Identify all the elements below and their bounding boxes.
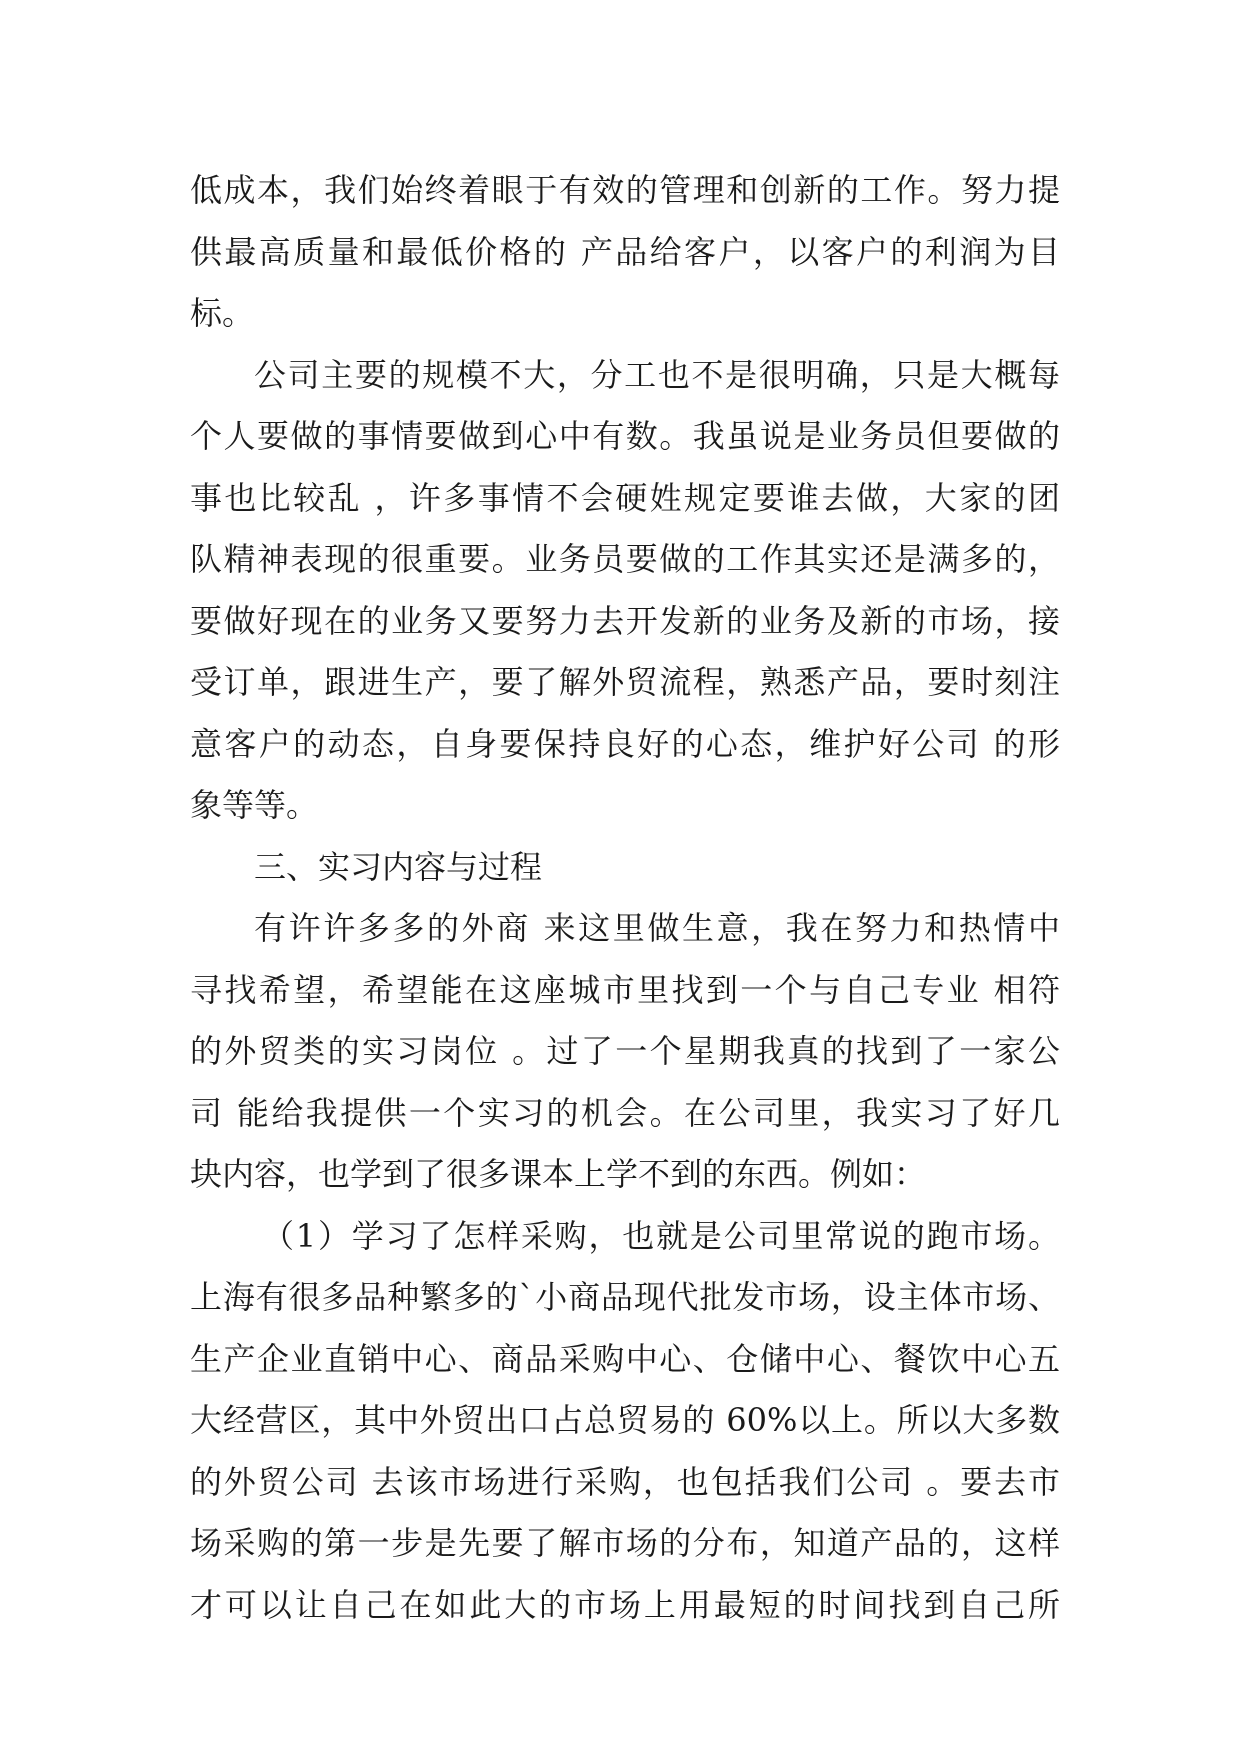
text-line: 公司主要的规模不大，分工也不是很明确，只是大概每 bbox=[254, 355, 1060, 394]
paragraph-purchasing bbox=[190, 1206, 1060, 1637]
text-line: 才可以让自己在如此大的市场上用最短的时间找到自己所 bbox=[190, 1585, 1060, 1624]
text-line: 要做好现在的业务又要努力去开发新的业务及新的市场，接 bbox=[190, 601, 1060, 640]
text-line: 意客户的动态，自身要保持良好的心态，维护好公司 的形 bbox=[190, 724, 1060, 763]
section-heading-internship-content bbox=[190, 837, 1060, 899]
text-line: 司 能给我提供一个实习的机会。在公司里，我实习了好几 bbox=[190, 1093, 1060, 1132]
text-line: 场采购的第一步是先要了解市场的分布，知道产品的，这样 bbox=[190, 1524, 1060, 1562]
text-line: 个人要做的事情要做到心中有数。我虽说是业务员但要做的 bbox=[190, 417, 1060, 455]
text-line: （1）学习了怎样采购，也就是公司里常说的跑市场。 bbox=[262, 1216, 1060, 1255]
text-line: 供最高质量和最低价格的 产品给客户，以客户的利润为目 bbox=[190, 232, 1060, 271]
text-line: 的外贸类的实习岗位 。过了一个星期我真的找到了一家公 bbox=[190, 1032, 1060, 1070]
text-line: 的外贸公司 去该市场进行采购，也包括我们公司 。要去市 bbox=[190, 1462, 1060, 1501]
text-line: 上海有很多品种繁多的`小商品现代批发市场，设主体市场、 bbox=[190, 1278, 1060, 1316]
document-body bbox=[190, 160, 1060, 1636]
text-line: 事也比较乱 ，许多事情不会硬姓规定要谁去做，大家的团 bbox=[190, 478, 1060, 517]
text-line: 受订单，跟进生产，要了解外贸流程，熟悉产品，要时刻注 bbox=[190, 663, 1060, 701]
text-line: 大经营区，其中外贸出口占总贸易的 60%以上。所以大多数 bbox=[190, 1401, 1060, 1439]
paragraph-company-scale bbox=[190, 345, 1060, 837]
text-line: 象等等。 bbox=[190, 786, 319, 824]
text-line: 有许许多多的外商 来这里做生意，我在努力和热情中 bbox=[254, 909, 1060, 947]
text-line: 生产企业直销中心、商品采购中心、仓储中心、餐饮中心五 bbox=[190, 1339, 1060, 1378]
paragraph-finding-internship bbox=[190, 898, 1060, 1206]
text-line: 队精神表现的很重要。业务员要做的工作其实还是满多的， bbox=[190, 540, 1060, 578]
text-line: 寻找希望，希望能在这座城市里找到一个与自己专业 相符 bbox=[190, 970, 1060, 1009]
text-line: 块内容，也学到了很多课本上学不到的东西。例如： bbox=[190, 1155, 927, 1193]
paragraph-cost-goal bbox=[190, 160, 1060, 345]
text-line: 低成本，我们始终着眼于有效的管理和创新的工作。努力提 bbox=[190, 171, 1060, 209]
section-heading: 三、实习内容与过程 bbox=[254, 847, 543, 886]
text-line: 标。 bbox=[190, 294, 255, 332]
